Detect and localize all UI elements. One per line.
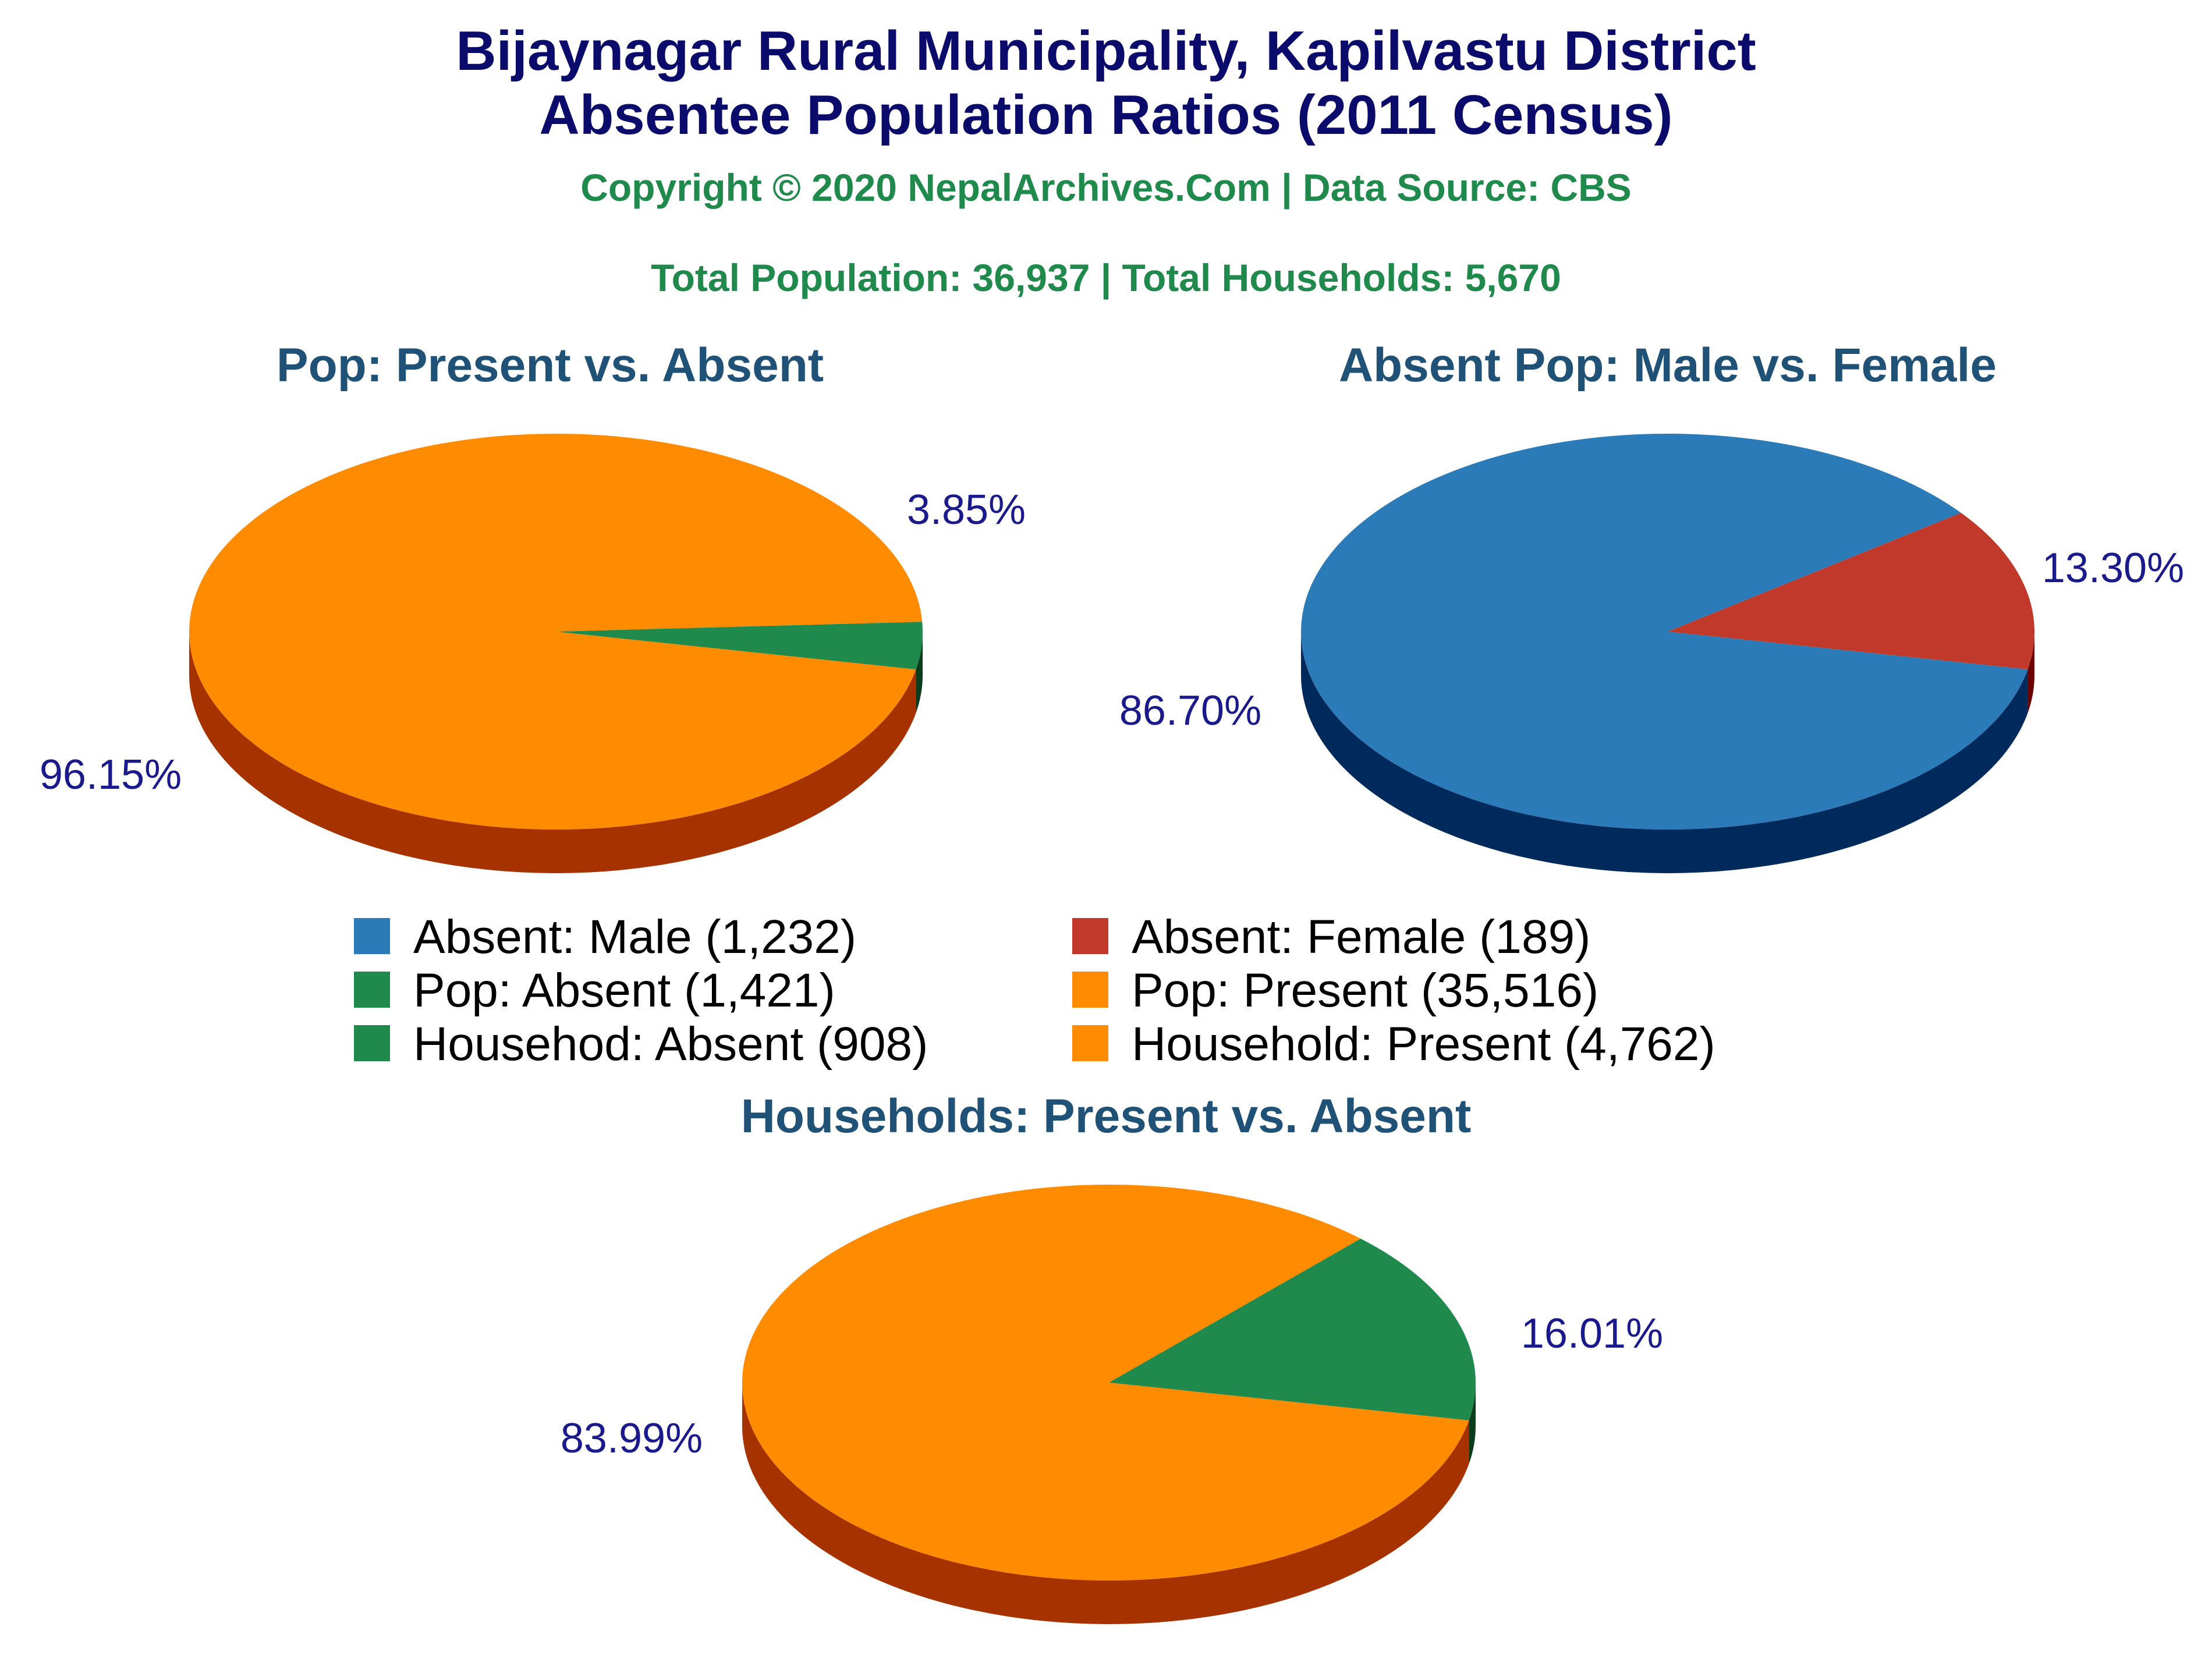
legend-swatch [1072,918,1108,954]
legend-swatch [354,918,390,954]
legend-item-pop-present-35-516 [1072,964,1598,1017]
copyright-text: Copyright © 2020 NepalArchives.Com | Data Source: CBS [580,166,1632,209]
legend-swatch [1072,972,1108,1008]
legend-item-pop-absent-1-421 [354,964,835,1017]
legend-swatch [354,1025,390,1061]
legend-label: Absent: Female (189) [1132,910,1591,963]
pie-0-percent-label-pop-absent: 3.85% [906,487,1026,533]
legend-swatch [1072,1025,1108,1061]
legend [354,910,1715,1071]
legend-label: Pop: Present (35,516) [1132,964,1599,1017]
pie-title-absent-gender: Absent Pop: Male vs. Female [1338,339,1997,392]
pie-2-percent-label-household-present: 83.99% [560,1415,703,1462]
chart-title-line1: Bijaynagar Rural Municipality, Kapilvastu District [456,20,1756,82]
pie-2 [561,1185,1663,1624]
pie-0-percent-label-pop-present: 96.15% [39,752,182,798]
legend-item-household-present-4-762 [1072,1018,1715,1071]
legend-item-absent-male-1-232 [354,910,856,963]
pie-2-percent-label-household-absent: 16.01% [1520,1310,1664,1357]
legend-swatch [354,972,390,1008]
chart-title-line2: Absentee Population Ratios (2011 Census) [539,84,1673,146]
pie-1 [1119,434,2184,873]
pie-0 [40,434,1026,873]
legend-item-househod-absent-908 [354,1018,928,1071]
pie-title-households: Households: Present vs. Absent [740,1090,1472,1143]
pie-title-population: Pop: Present vs. Absent [276,339,824,392]
totals-text: Total Population: 36,937 | Total Households: 5,670 [651,256,1561,299]
pie-1-percent-label-absent-male: 86.70% [1119,688,1262,734]
legend-label: Pop: Absent (1,421) [413,964,835,1017]
legend-label: Household: Present (4,762) [1132,1018,1715,1071]
pie-1-percent-label-absent-female: 13.30% [2041,545,2185,591]
legend-item-absent-female-189 [1072,910,1591,963]
legend-label: Absent: Male (1,232) [413,910,857,963]
legend-label: Househod: Absent (908) [413,1018,928,1071]
